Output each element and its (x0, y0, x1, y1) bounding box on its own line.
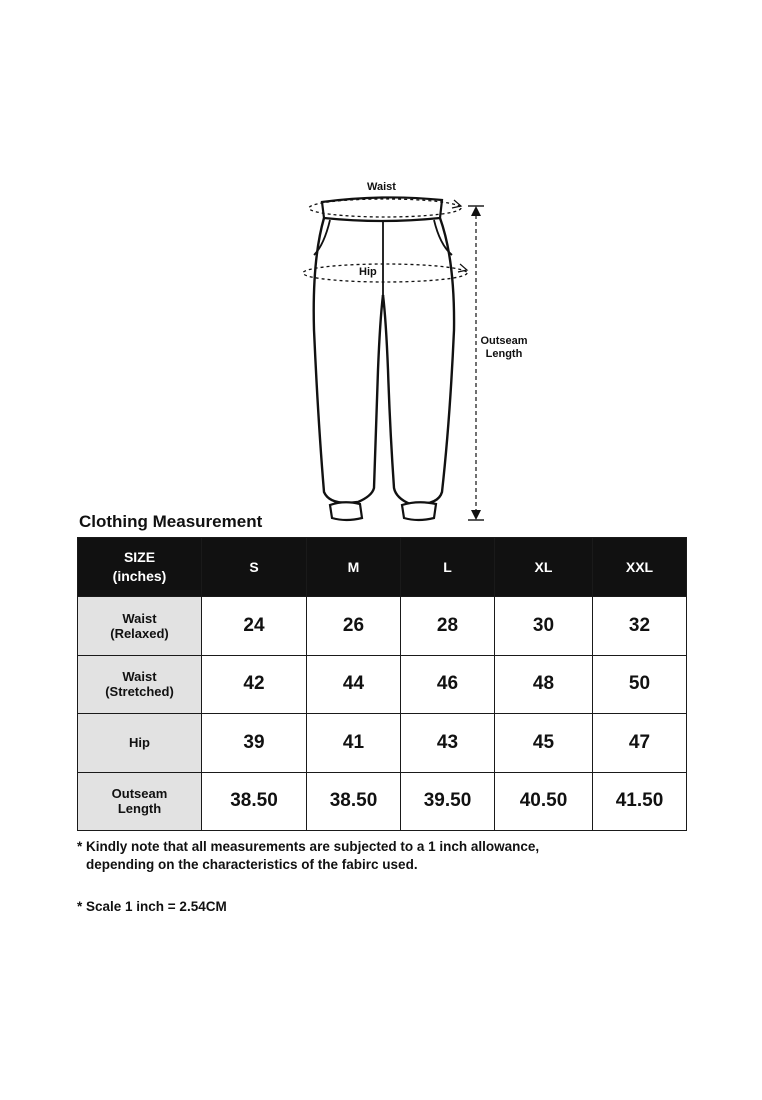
scale-note: * Scale 1 inch = 2.54CM (77, 899, 227, 914)
table-cell: 24 (202, 597, 307, 656)
allowance-note-line2: depending on the characteristics of the fabirc used. (86, 857, 418, 872)
hip-diagram-label: Hip (359, 266, 377, 278)
table-cell: 40.50 (495, 772, 593, 831)
table-header-row (78, 538, 687, 597)
row-label-outseam-length (78, 772, 202, 831)
table-cell: 39.50 (401, 772, 495, 831)
outseam-label-line1: Outseam (480, 335, 528, 347)
row-label-line1: Outseam (111, 786, 168, 802)
table-cell: 45 (495, 714, 593, 773)
outseam-label-line2: Length (485, 348, 523, 360)
outseam-diagram-label (478, 335, 530, 361)
table-cell: 42 (202, 655, 307, 714)
corner-line1: SIZE (123, 549, 156, 565)
row-label-line1: Waist (122, 669, 157, 685)
table-cell: 48 (495, 655, 593, 714)
table-cell: 39 (202, 714, 307, 773)
table-cell: 41 (307, 714, 401, 773)
row-label-line2: (Relaxed) (110, 625, 169, 641)
table-cell: 32 (593, 597, 687, 656)
table-cell: 30 (495, 597, 593, 656)
row-label-line2: Length (117, 801, 162, 817)
size-header-cell (78, 538, 202, 597)
row-label-line2: (Stretched) (105, 684, 174, 700)
table-cell: 46 (401, 655, 495, 714)
corner-line2: (inches) (112, 568, 167, 584)
row-label-waist-relaxed (78, 597, 202, 656)
table-cell: 44 (307, 655, 401, 714)
allowance-note (77, 838, 539, 874)
table-row (78, 655, 687, 714)
size-col-xl: XL (495, 538, 593, 597)
row-label-waist-stretched (78, 655, 202, 714)
size-col-s: S (202, 538, 307, 597)
waist-diagram-label: Waist (367, 181, 396, 193)
table-cell: 47 (593, 714, 687, 773)
table-cell: 38.50 (307, 772, 401, 831)
table-cell: 28 (401, 597, 495, 656)
size-col-m: M (307, 538, 401, 597)
size-col-xxl: XXL (593, 538, 687, 597)
size-chart-table (77, 537, 687, 831)
table-cell: 50 (593, 655, 687, 714)
table-cell: 38.50 (202, 772, 307, 831)
table-cell: 41.50 (593, 772, 687, 831)
table-row (78, 597, 687, 656)
row-label-line1: Hip (129, 735, 150, 751)
table-cell: 26 (307, 597, 401, 656)
allowance-note-line1: * Kindly note that all measurements are subjected to a 1 inch allowance, (77, 839, 540, 854)
size-col-l: L (401, 538, 495, 597)
table-row (78, 714, 687, 773)
table-cell: 43 (401, 714, 495, 773)
table-row (78, 772, 687, 831)
pants-diagram (290, 170, 550, 530)
page-title: Clothing Measurement (79, 512, 263, 531)
row-label-line1: Waist (122, 610, 157, 626)
row-label-hip (78, 714, 202, 773)
